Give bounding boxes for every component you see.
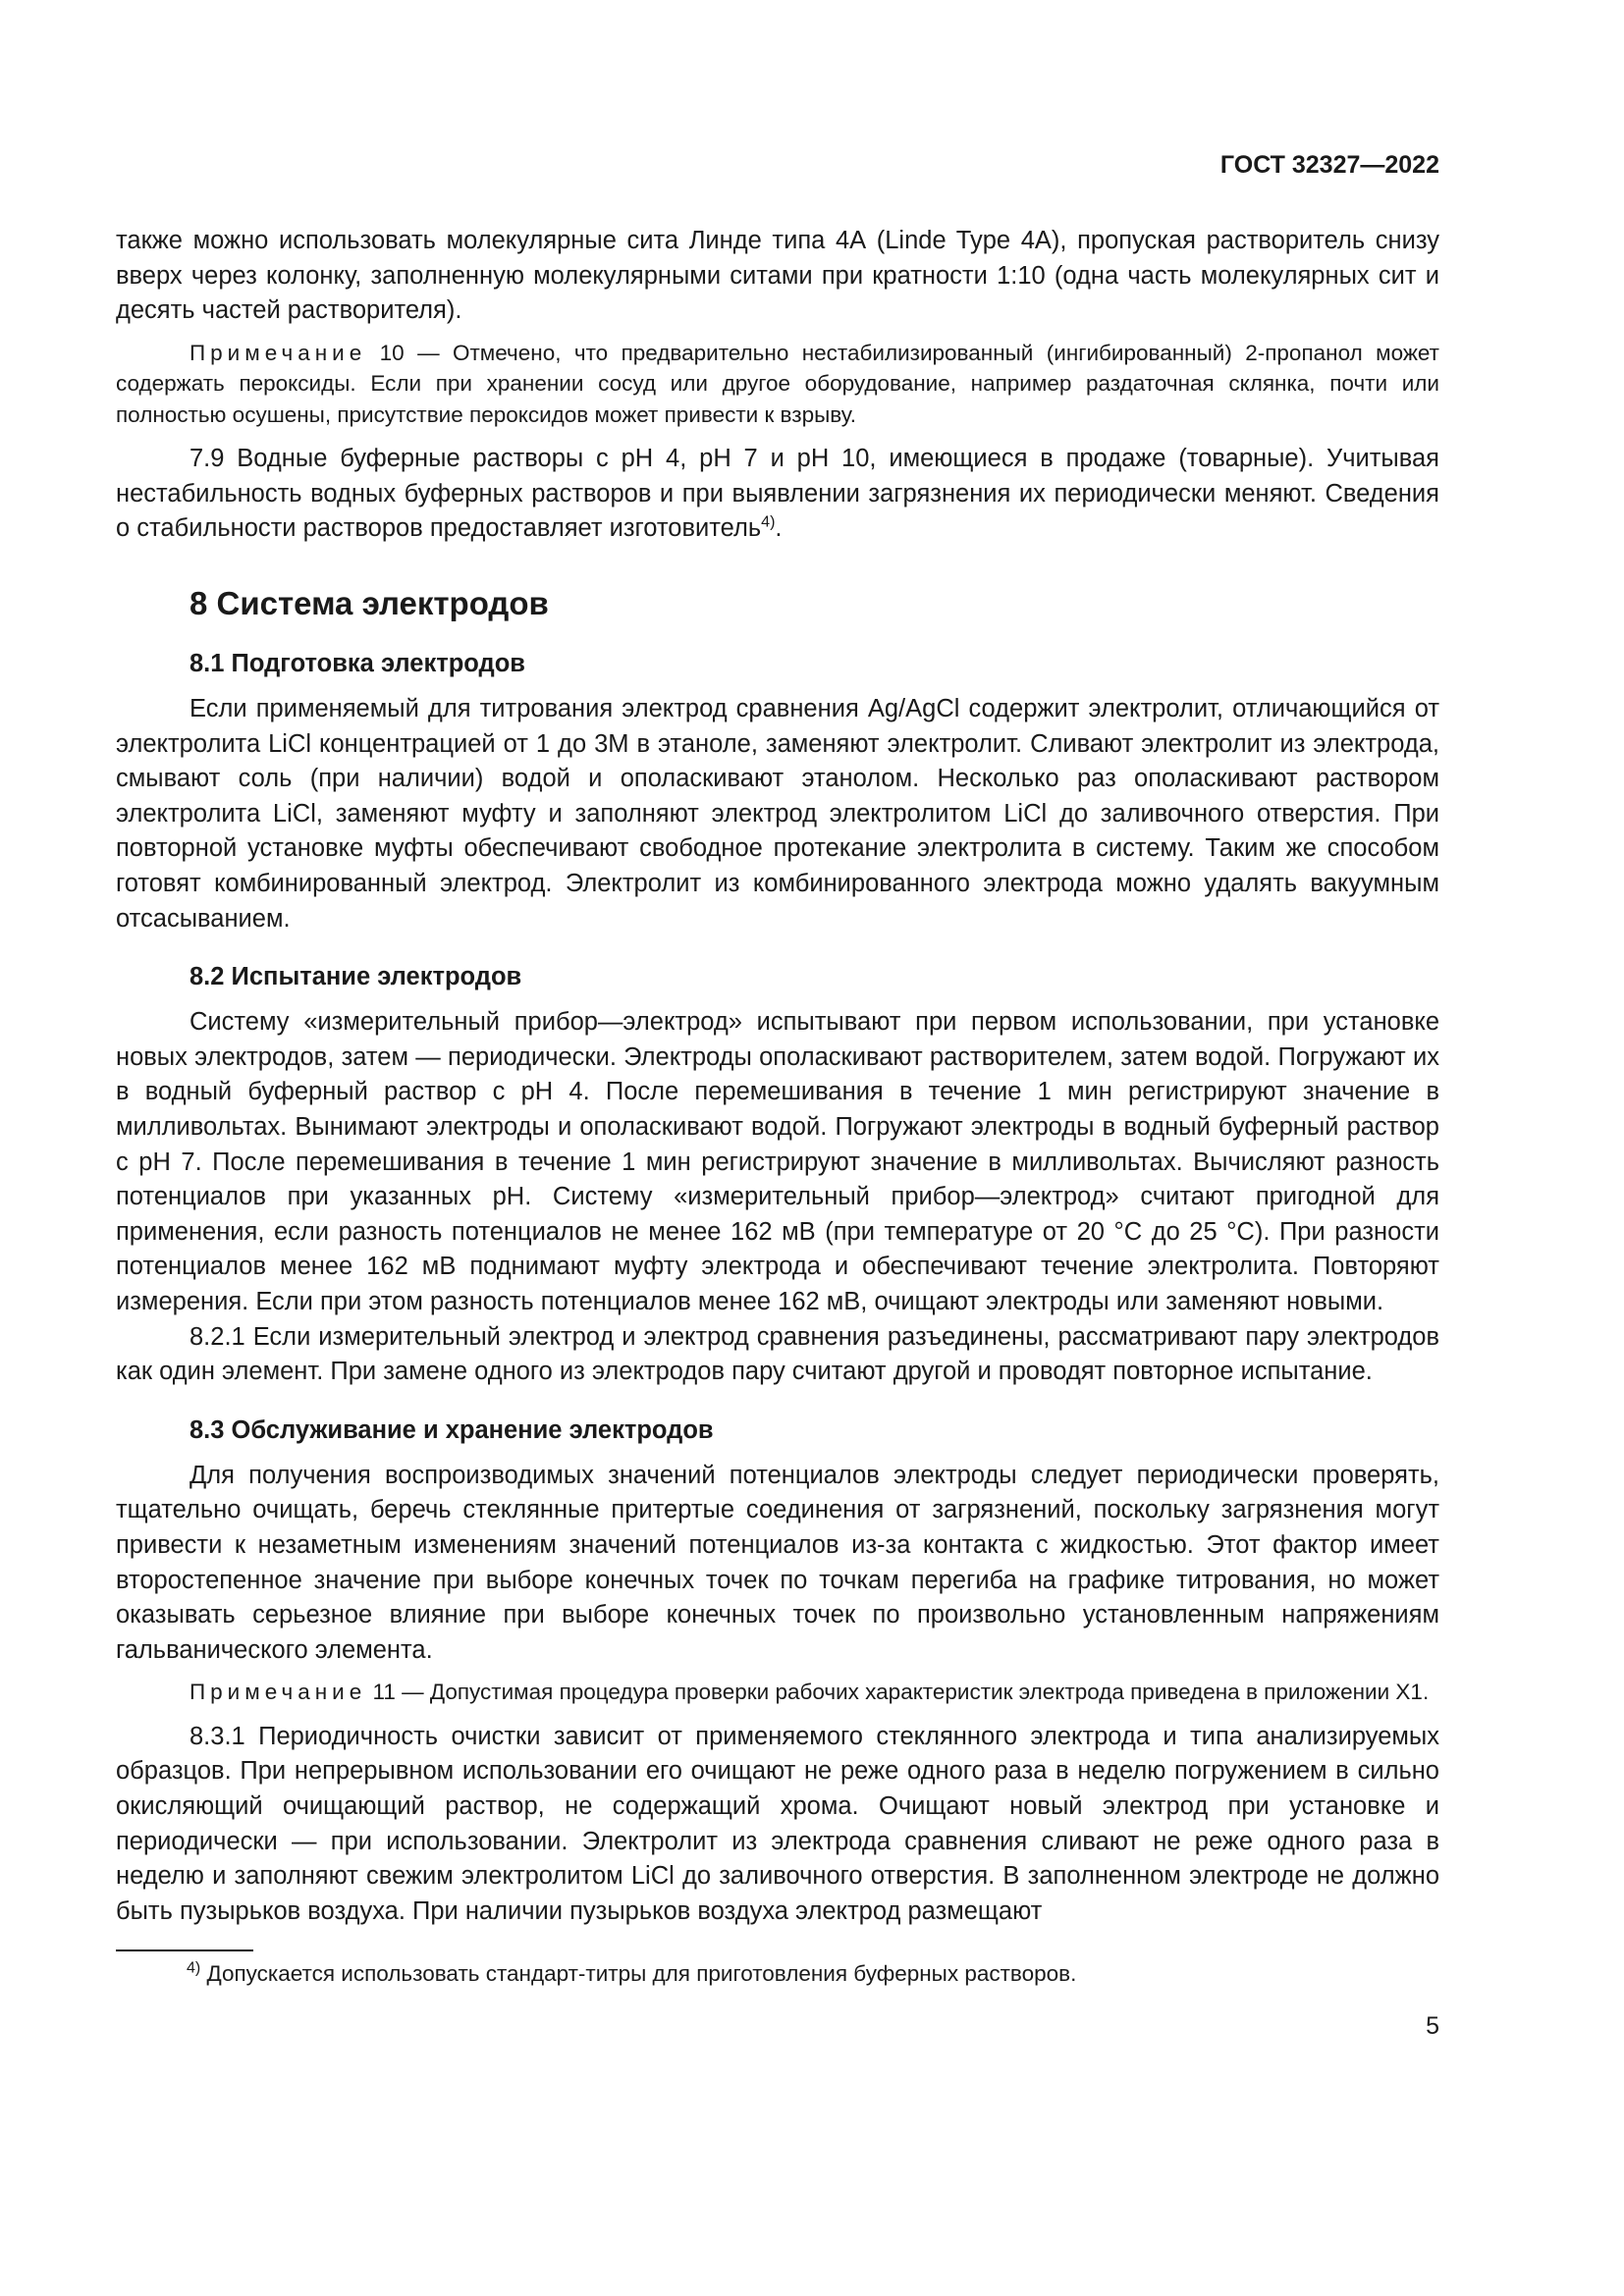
subsection-8-2-text: Систему «измерительный прибор—электрод» испытывают при первом использовании, при установке новых электродов, затем — периодически. Электроды ополаскивают растворителем, затем водой. Погружают их в водный буферный раствор с рН 4. После перемешивания в течение 1 мин регистрируют значение в милливольтах. Вынимают электроды и ополаскивают водой. Погружают электроды в водный буферный раствор с рН 7. После перемешивания в течение 1 мин регистрируют значение в милливольтах. Вычисляют разность потенциалов при указанных рН. Систему «измерительный прибор—электрод» считают пригодной для применения, если разность потенциалов не менее 162 мВ (при температуре от 20 °С до 25 °С). При разности потенциалов менее 162 мВ поднимают муфту электрода и обеспечивают течение электролита. Повторяют измерения. Если при этом разность потенциалов менее 162 мВ, очищают электроды или заменяют новыми.	[116, 1008, 1439, 1315]
note-text: 10 — Отмечено, что предварительно нестабилизированный (ингибированный) 2-пропанол может содержать пероксиды. Если при хранении сосуд или другое оборудование, например раздаточная склянка, почти или полностью осушены, присутствие пероксидов может привести к взрыву.	[116, 340, 1439, 427]
clause-8-3-1-text: 8.3.1 Периодичность очистки зависит от применяемого стеклянного электрода и типа анализируемых образцов. При непрерывном использовании его очищают не реже одного раза в неделю погружением в сильно окисляющий очищающий раствор, не содержащий хрома. Очищают новый электрод при установке и периодически — при использовании. Электролит из электрода сравнения сливают не реже одного раза в неделю и заполняют свежим электролитом LiCl до заливочного отверстия. В заполненном электроде не должно быть пузырьков воздуха. При наличии пузырьков воздуха электрод размещают	[116, 1722, 1439, 1925]
subsection-8-2-heading: 8.2 Испытание электродов	[189, 963, 522, 991]
footnote-divider	[116, 1949, 253, 1951]
paragraph-continuation: также можно использовать молекулярные сита Линде типа 4А (Linde Type 4А), пропуская растворитель снизу вверх через колонку, заполненную молекулярными ситами при кратности 1:10 (одна часть молекулярных сит и десять частей растворителя).	[116, 227, 1439, 325]
document-code: ГОСТ 32327—2022	[1219, 151, 1439, 179]
note-text: 11 — Допустимая процедура проверки рабочих характеристик электрода приведена в приложении Х1.	[366, 1680, 1430, 1705]
footnote-mark: 4)	[187, 1959, 201, 1977]
footnote-ref[interactable]: 4)	[761, 513, 776, 531]
subsection-8-1-text: Если применяемый для титрования электрод сравнения Ag/AgCl содержит электролит, отличающийся от электролита LiCl концентрацией от 1 до 3М в этаноле, заменяют электролит. Сливают электролит из электрода, смывают соль (при наличии) водой и ополаскивают этанолом. Несколько раз ополаскивают раствором электролита LiCl, заменяют муфту и заполняют электрод электролитом LiCl до заливочного отверстия. При повторной установке муфты обеспечивают свободное протекание электролита в систему. Таким же способом готовят комбинированный электрод. Электролит из комбинированного электрода можно удалять вакуумным отсасыванием.	[116, 695, 1439, 933]
page-number: 5	[1426, 2012, 1439, 2040]
subsection-8-1-heading: 8.1 Подготовка электродов	[189, 650, 525, 678]
section-8-heading: 8 Система электродов	[189, 585, 549, 622]
paragraph-7-9-end: .	[775, 514, 783, 543]
paragraph-7-9-text: 7.9 Водные буферные растворы с рН 4, рН 7 и рН 10, имеющиеся в продаже (товарные). Учитывая нестабильность водных буферных растворов и при выявлении загрязнения их периодически меняют. Сведения о стабильности растворов предоставляет изготовитель	[116, 445, 1439, 543]
footnote	[187, 1959, 1076, 1989]
clause-8-2-1-text: 8.2.1 Если измерительный электрод и электрод сравнения разъединены, рассматривают пару электродов как один элемент. При замене одного из электродов пару считают другой и проводят повторное испытание.	[116, 1322, 1439, 1386]
subsection-8-3-heading: 8.3 Обслуживание и хранение электродов	[189, 1415, 714, 1444]
document-body	[116, 224, 1439, 1929]
footnote-text: Допускается использовать стандарт-титры для приготовления буферных растворов.	[200, 1961, 1077, 1986]
note-label: Примечание	[189, 340, 367, 365]
note-11	[116, 1677, 1439, 1708]
paragraph-7-9	[116, 442, 1439, 547]
note-label: Примечание	[189, 1680, 367, 1705]
subsection-8-3-text: Для получения воспроизводимых значений потенциалов электроды следует периодически проверять, тщательно очищать, беречь стеклянные притертые соединения от загрязнений, поскольку загрязнения могут привести к незаметным изменениям значений потенциалов из-за контакта с жидкостью. Этот фактор имеет второстепенное значение при выборе конечных точек по точкам перегиба на графике титрования, но может оказывать серьезное влияние при выборе конечных точек по произвольно установленным напряжениям гальванического элемента.	[116, 1461, 1439, 1664]
note-10	[116, 338, 1439, 431]
